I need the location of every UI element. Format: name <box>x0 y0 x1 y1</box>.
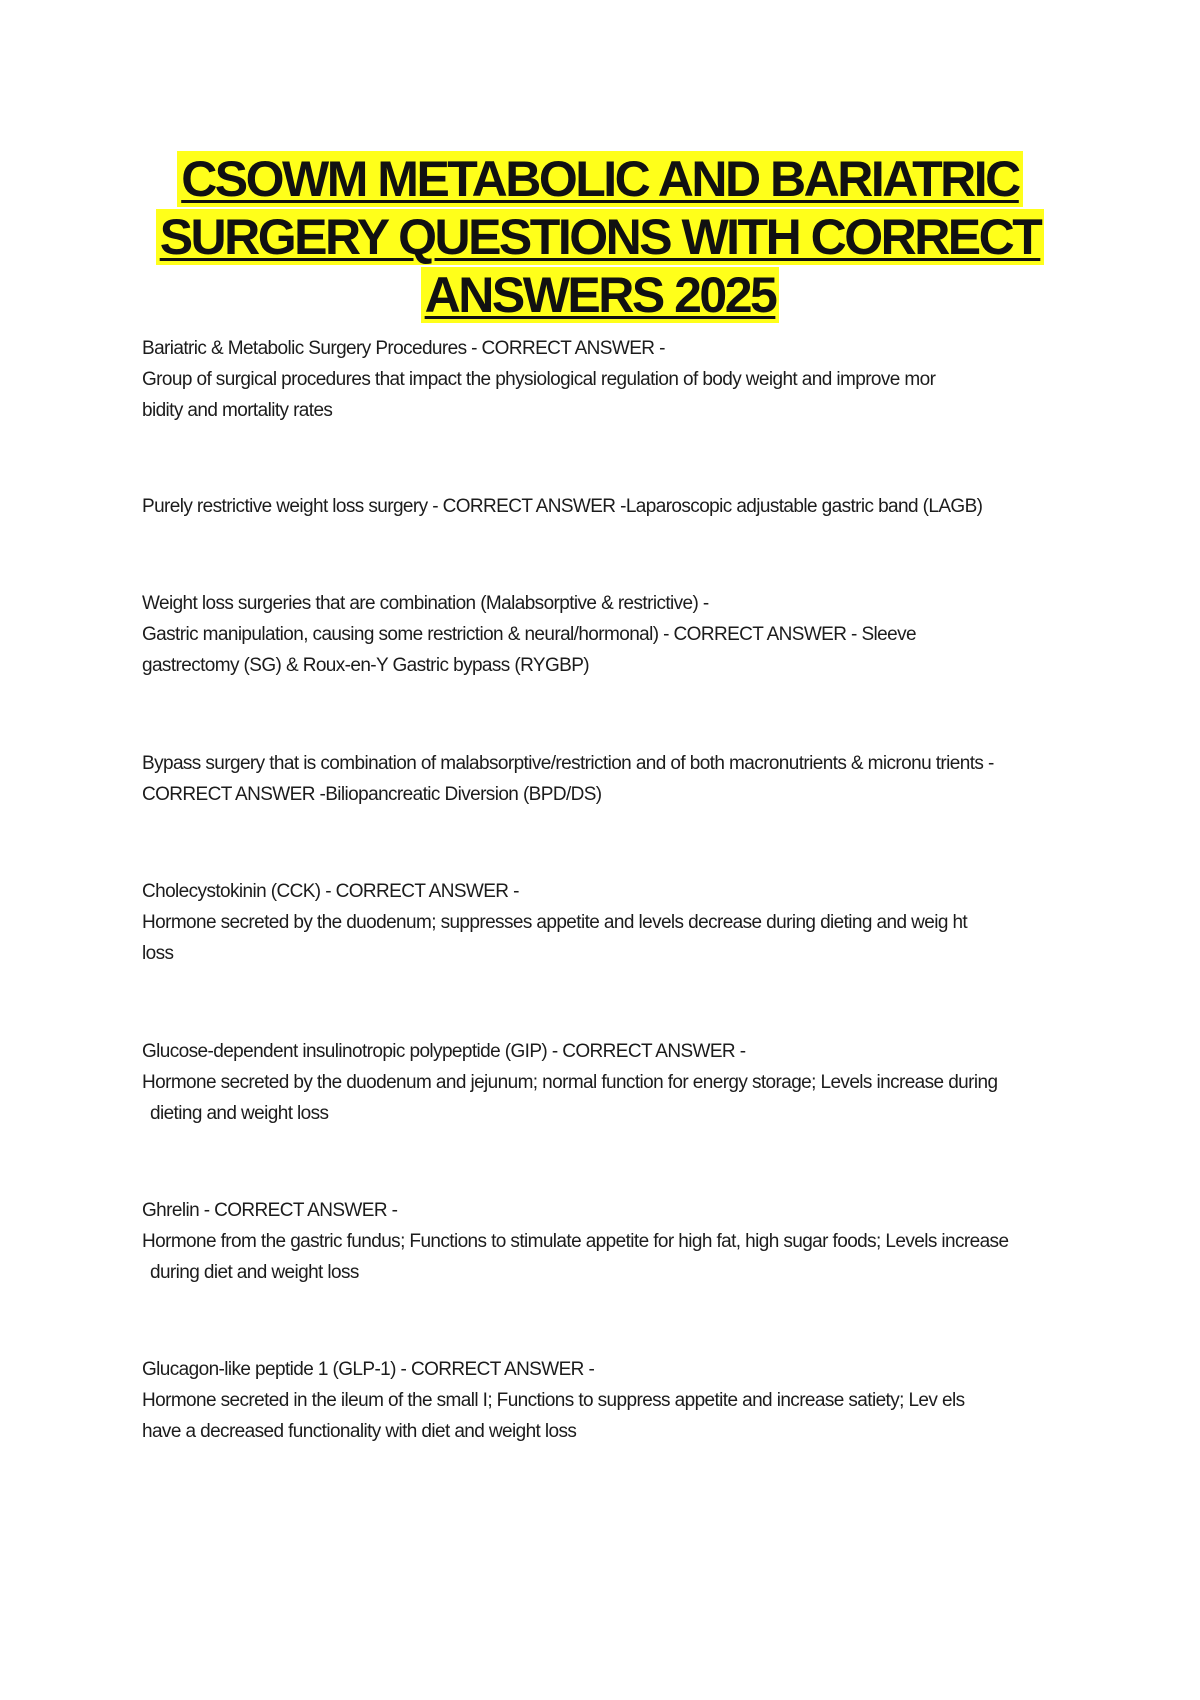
title-line-3 <box>150 266 1050 324</box>
document-title <box>150 150 1050 324</box>
entry-line: Hormone from the gastric fundus; Functions to stimulate appetite for high fat, high sugar foods; Levels increase <box>142 1231 1009 1252</box>
entry-line: Hormone secreted in the ileum of the small I; Functions to suppress appetite and increase satiety; Lev els <box>142 1390 965 1411</box>
entry-line: Glucagon-like peptide 1 (GLP-1) - CORRECT ANSWER - <box>142 1359 595 1380</box>
entry-line: Glucose-dependent insulinotropic polypeptide (GIP) - CORRECT ANSWER - <box>142 1041 746 1062</box>
entry-line: gastrectomy (SG) & Roux-en-Y Gastric bypass (RYGBP) <box>142 655 590 676</box>
title-highlight: CSOWM METABOLIC AND BARIATRIC <box>177 151 1023 207</box>
entry-line: have a decreased functionality with diet and weight loss <box>142 1421 577 1442</box>
qa-entry-restrictive-surgery <box>142 491 1092 522</box>
entry-line: CORRECT ANSWER -Biliopancreatic Diversion (BPD/DS) <box>142 784 602 805</box>
qa-entry-cck <box>142 876 1092 969</box>
entry-line: Hormone secreted by the duodenum and jejunum; normal function for energy storage; Levels increase during <box>142 1072 998 1093</box>
entry-line: during diet and weight loss <box>150 1262 359 1283</box>
title-highlight: SURGERY QUESTIONS WITH CORRECT <box>156 209 1045 265</box>
entry-line: Bariatric & Metabolic Surgery Procedures - CORRECT ANSWER - <box>142 338 665 359</box>
qa-entry-gip <box>142 1036 1092 1129</box>
qa-entry-bypass-surgery <box>142 748 1092 810</box>
entry-line: Hormone secreted by the duodenum; suppresses appetite and levels decrease during dieting and weig ht <box>142 912 968 933</box>
title-highlight: ANSWERS 2025 <box>421 267 780 323</box>
entry-line: Bypass surgery that is combination of malabsorptive/restriction and of both macronutrients & micronu trients - <box>142 753 994 774</box>
entry-line: dieting and weight loss <box>150 1103 329 1124</box>
entry-line: bidity and mortality rates <box>142 400 333 421</box>
qa-entry-combination-surgeries <box>142 588 1092 681</box>
entry-line: Gastric manipulation, causing some restriction & neural/hormonal) - CORRECT ANSWER - Sleeve <box>142 624 916 645</box>
qa-entry-ghrelin <box>142 1195 1092 1288</box>
entry-line: Ghrelin - CORRECT ANSWER - <box>142 1200 398 1221</box>
entry-line: Weight loss surgeries that are combination (Malabsorptive & restrictive) - <box>142 593 709 614</box>
entry-line: loss <box>142 943 174 964</box>
title-line-1 <box>150 150 1050 208</box>
qa-entry-bariatric-procedures <box>142 333 1092 426</box>
title-line-2 <box>150 208 1050 266</box>
qa-entry-glp1 <box>142 1354 1092 1447</box>
entry-line: Cholecystokinin (CCK) - CORRECT ANSWER - <box>142 881 519 902</box>
entry-line: Purely restrictive weight loss surgery - CORRECT ANSWER -Laparoscopic adjustable gastric band (LAGB) <box>142 496 983 517</box>
entry-line: Group of surgical procedures that impact the physiological regulation of body weight and improve mor <box>142 369 936 390</box>
